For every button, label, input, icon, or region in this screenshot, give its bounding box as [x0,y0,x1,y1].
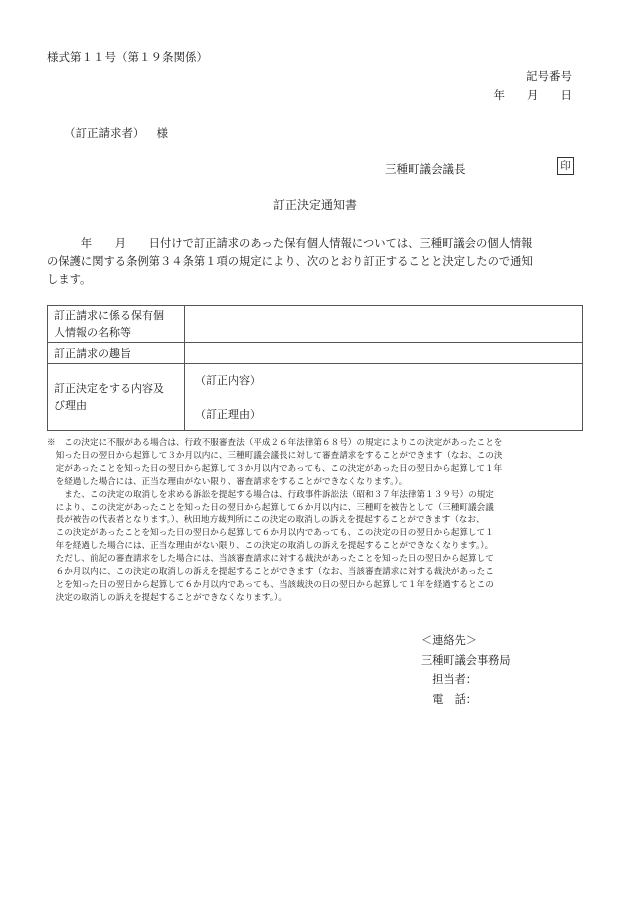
label-line: び理由 [54,399,87,412]
body-line: の保護に関する条例第３４条第１項の規定により、次のとおり訂正することと決定したので通知 [47,255,533,268]
table-value-decision[interactable] [185,364,583,431]
sender-name: 三種町議会議長 [385,162,466,176]
date-day: 日 [560,88,572,102]
decision-table [47,305,583,431]
correction-content-label: （訂正内容） [195,373,261,387]
date-line [494,87,573,103]
recipient-honorific: 様 [156,126,168,140]
body-line: 年 月 日付けで訂正請求のあった保有個人情報については、三種町議会の個人情報 [47,237,533,250]
note-line: この決定があったことを知った日の翌日から起算して６か月以内であっても、この決定の日の翌日から起算して１ [47,528,494,539]
contact-person: 担当者： [421,673,477,686]
note-line: ６か月以内に、この決定の取消しの訴えを提起することができます（なお、当該審査請求に対する裁決があったこ [47,567,494,578]
table-label-purpose: 訂正請求の趣旨 [48,343,185,364]
table-row-decision [48,364,583,431]
correction-reason-label: （訂正理由） [195,407,261,421]
note-line: 決定の取消しの訴えを提起することができなくなります。）。 [47,592,287,603]
note-line: 年を経過した場合には、正当な理由がない限り、この決定の取消しの訴えを提起することができなくなります。）。 [47,541,494,552]
table-label-info-name [48,306,185,343]
note-line: を経過した場合には、正当な理由がない限り、審査請求をすることができなくなります。）。 [47,476,408,487]
body-paragraph [47,235,587,289]
date-month: 月 [527,88,539,102]
document-title: 訂正決定通知書 [272,198,357,212]
label-line: 訂正決定をする内容及 [54,382,164,395]
note-line: 知った日の翌日から起算して３か月以内に、三種町議会議長に対して審査請求をすることができます（なお、この決 [47,450,503,461]
recipient-label: （訂正請求者） [64,126,145,140]
label-line: 人情報の名称等 [54,326,131,339]
note-line: また、この決定の取消しを求める訴訟を提起する場合は、行政事件訴訟法（昭和３７年法律第１３９号）の規定 [47,489,494,500]
label-line: 訂正請求に係る保有個 [54,309,164,322]
recipient [64,125,168,141]
table-value-purpose[interactable] [185,343,583,364]
date-year: 年 [493,88,505,102]
note-line: ※ この決定に不服がある場合は、行政不服審査法（平成２６年法律第６８号）の規定によりこの決定があったことを [47,438,503,448]
note-line: ただし、前記の審査請求をした場合には、当該審査請求に対する裁決があったことを知った日の翌日から起算して [47,554,494,565]
notes-block [47,437,592,605]
note-line: とを知った日の翌日から起算して６か月以内であっても、当該裁決の日の翌日から起算して１年を経過するとこの [47,579,494,590]
seal-stamp: 印 [557,157,574,175]
table-label-decision [48,364,185,431]
note-line: 長が被告の代表者となります。）、秋田地方裁判所にこの決定の取消しの訴えを提起することができます（なお、 [47,515,485,526]
table-row-purpose [48,343,583,364]
note-line: により、この決定があったことを知った日の翌日から起算して６か月以内に、三種町を被告として（三種町議会議 [47,502,494,513]
contact-office: 三種町議会事務局 [421,653,511,667]
body-line: します。 [47,273,92,286]
table-row-info-name [48,306,583,343]
form-number: 様式第１１号（第１９条関係） [47,50,208,64]
note-line: 定があったことを知った日の翌日から起算して３か月以内であっても、この決定があった日の翌日から起算して１年 [47,463,503,474]
contact-block [421,631,511,709]
table-value-info-name[interactable] [185,306,583,343]
record-number-label: 記号番号 [526,69,572,83]
contact-heading: ＜連絡先＞ [421,634,477,647]
contact-phone: 電 話： [421,692,477,706]
